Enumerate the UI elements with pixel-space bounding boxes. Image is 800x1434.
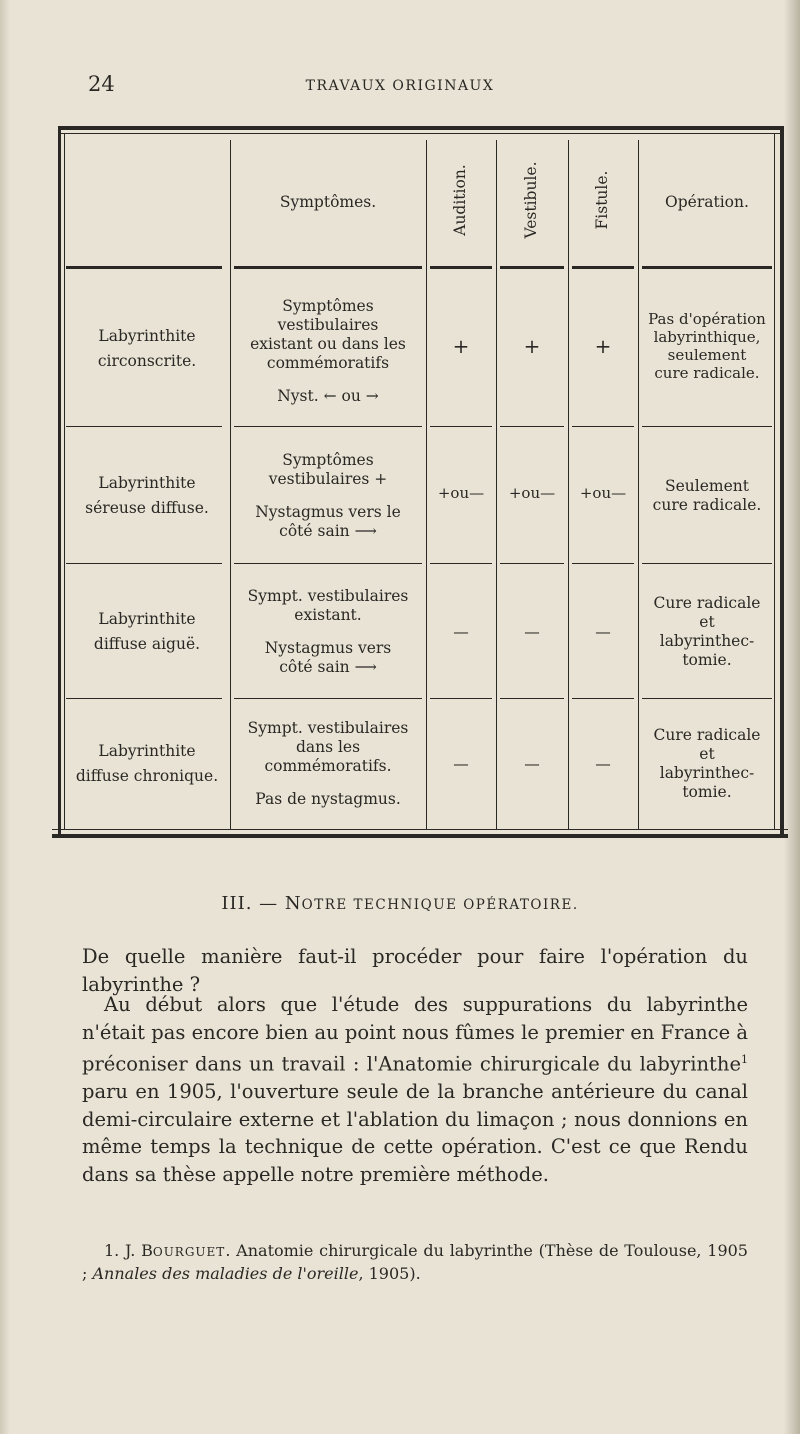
row-1-operation (638, 271, 776, 421)
section-title-initial: N (284, 893, 302, 914)
row-1-condition (64, 271, 230, 426)
row-rule (500, 426, 564, 427)
row-rule (500, 563, 564, 564)
page-edge-left (0, 0, 10, 1434)
row-4-vestibule: — (524, 754, 540, 773)
text-line: Seulement (665, 476, 749, 495)
text-line: diffuse aiguë. (93, 635, 201, 653)
footnote (82, 1240, 748, 1285)
table-border (780, 126, 784, 838)
row-rule (642, 698, 772, 699)
text-line: vestibulaires + (268, 469, 388, 488)
page-edge-right (784, 0, 800, 1434)
row-4-audition: — (453, 754, 469, 773)
page-number: 24 (88, 72, 115, 96)
row-rule (234, 698, 422, 699)
row-3-fistule: — (595, 622, 611, 641)
row-4-fistule: — (595, 754, 611, 773)
row-3-condition (64, 566, 230, 698)
text-line: vestibulaires (277, 315, 379, 334)
row-2-condition (64, 428, 230, 563)
text-line: côté sain ⟶ (279, 658, 377, 676)
paragraph-text: Au début alors que l'étude des suppurations du labyrinthe n'était pas encore bien au point nous fûmes le premier en France à préconiser dans un travail : l'Anatomie chirurgicale du labyrinthe (82, 993, 748, 1076)
header-rule (500, 266, 564, 269)
header-audition: Audition. (451, 164, 469, 236)
table-border (52, 829, 788, 830)
text-line: existant ou dans les (250, 334, 406, 353)
text-line: Sympt. vestibulaires (247, 587, 409, 605)
footnote-text: . Anatomie chirurgicale du labyrinthe (Thèse de Toulouse, 1905 ; (82, 1241, 748, 1283)
row-rule (430, 563, 492, 564)
row-1-symptoms (230, 276, 426, 426)
section-number: III. — (221, 893, 279, 914)
text-line: labyrinthique, (653, 328, 761, 346)
row-rule (642, 426, 772, 427)
header-vestibule: Vestibule. (522, 161, 540, 239)
running-title: TRAVAUX ORIGINAUX (305, 78, 495, 94)
text-line: Sympt. vestibulaires (247, 719, 409, 737)
row-1-audition: + (452, 333, 470, 358)
row-1-vestibule: + (523, 333, 541, 358)
text-line: circonscrite. (97, 351, 197, 370)
text-line: et (699, 745, 715, 763)
row-4-symptoms (230, 701, 426, 827)
row-2-symptoms (230, 428, 426, 563)
row-rule (642, 563, 772, 564)
text-line: Labyrinthite (98, 473, 196, 492)
text-line: dans les (295, 738, 361, 756)
row-3-vestibule: — (524, 622, 540, 641)
text-line: commémoratifs (266, 353, 390, 372)
row-2-fistule: +ou— (579, 483, 627, 502)
text-line: tomie. (682, 651, 732, 669)
text-line: cure radicale. (652, 495, 762, 514)
row-4-operation (638, 701, 776, 827)
text-line: Pas d'opération (648, 310, 766, 328)
text-line: labyrinthec- (659, 632, 755, 650)
text-line: Labyrinthite (98, 610, 196, 628)
header-symptoms: Symptômes. (279, 192, 377, 211)
header-operation: Opération. (665, 192, 749, 211)
row-rule (234, 426, 422, 427)
text-line: Labyrinthite (98, 326, 196, 345)
paragraph-text: paru en 1905, l'ouverture seule de la branche antérieure du canal demi-circulaire externe et l'ablation du limaçon ; nous donnions en même temps la technique de cette opération. C'est ce que Rendu dans sa thèse appelle notre première méthode. (82, 1080, 748, 1186)
text-line: cure radicale. (654, 364, 760, 382)
footnote-marker: 1 (741, 1053, 748, 1066)
table-border (58, 126, 784, 130)
row-2-operation (638, 428, 776, 563)
footnote-number: 1. (104, 1241, 120, 1260)
footnote-author-first-letter: B (141, 1241, 153, 1260)
row-2-audition: +ou— (437, 483, 485, 502)
header-rule (572, 266, 634, 269)
text-line: Nystagmus vers (264, 639, 392, 657)
text-line: côté sain ⟶ (279, 521, 377, 540)
labyrinthitis-table (58, 126, 784, 840)
text-line: Labyrinthite (98, 742, 196, 760)
row-3-audition: — (453, 622, 469, 641)
paragraph-1: De quelle manière faut-il procéder pour faire l'opération du labyrinthe ? (82, 945, 748, 996)
row-rule (66, 563, 222, 564)
text-line: commémoratifs. (264, 757, 392, 775)
text-line: Cure radicale (653, 594, 761, 612)
header-rule (234, 266, 422, 269)
row-rule (430, 426, 492, 427)
table-border (58, 126, 61, 838)
row-3-symptoms (230, 566, 426, 698)
row-rule (500, 698, 564, 699)
header-fistule: Fistule. (593, 170, 611, 230)
text-line: Nyst. ← ou → (277, 386, 379, 405)
text-line: diffuse chronique. (75, 767, 219, 785)
text-line: et (699, 613, 715, 631)
footnote-journal: Annales des maladies de l'oreille (92, 1264, 359, 1283)
text-line: Symptômes (282, 296, 374, 315)
table-border (52, 834, 788, 838)
footnote-author: OURGUET (152, 1245, 226, 1259)
header-rule (430, 266, 492, 269)
row-1-fistule: + (594, 333, 612, 358)
text-line: existant. (294, 606, 362, 624)
text-line: Symptômes (282, 450, 374, 469)
row-rule (430, 698, 492, 699)
row-rule (66, 426, 222, 427)
text-line: Pas de nystagmus. (255, 790, 401, 808)
header-rule (66, 266, 222, 269)
text-line: séreuse diffuse. (85, 498, 209, 517)
row-rule (572, 563, 634, 564)
text-line: labyrinthec- (659, 764, 755, 782)
footnote-author-initial: J. (125, 1241, 136, 1260)
text-line: seulement (667, 346, 747, 364)
footnote-year: , 1905). (358, 1264, 421, 1283)
row-3-operation (638, 566, 776, 698)
section-title: OTRE TECHNIQUE OPÉRATOIRE. (301, 897, 579, 913)
text-line: Nystagmus vers le (255, 502, 401, 521)
paragraph-2 (82, 991, 748, 1188)
row-rule (66, 698, 222, 699)
table-border (58, 133, 784, 134)
row-rule (572, 426, 634, 427)
text-line: tomie. (682, 783, 732, 801)
text-line: Cure radicale (653, 726, 761, 744)
row-rule (572, 698, 634, 699)
row-rule (234, 563, 422, 564)
section-heading (0, 893, 800, 914)
header-rule (642, 266, 772, 269)
row-4-condition (64, 701, 230, 827)
row-2-vestibule: +ou— (508, 483, 556, 502)
